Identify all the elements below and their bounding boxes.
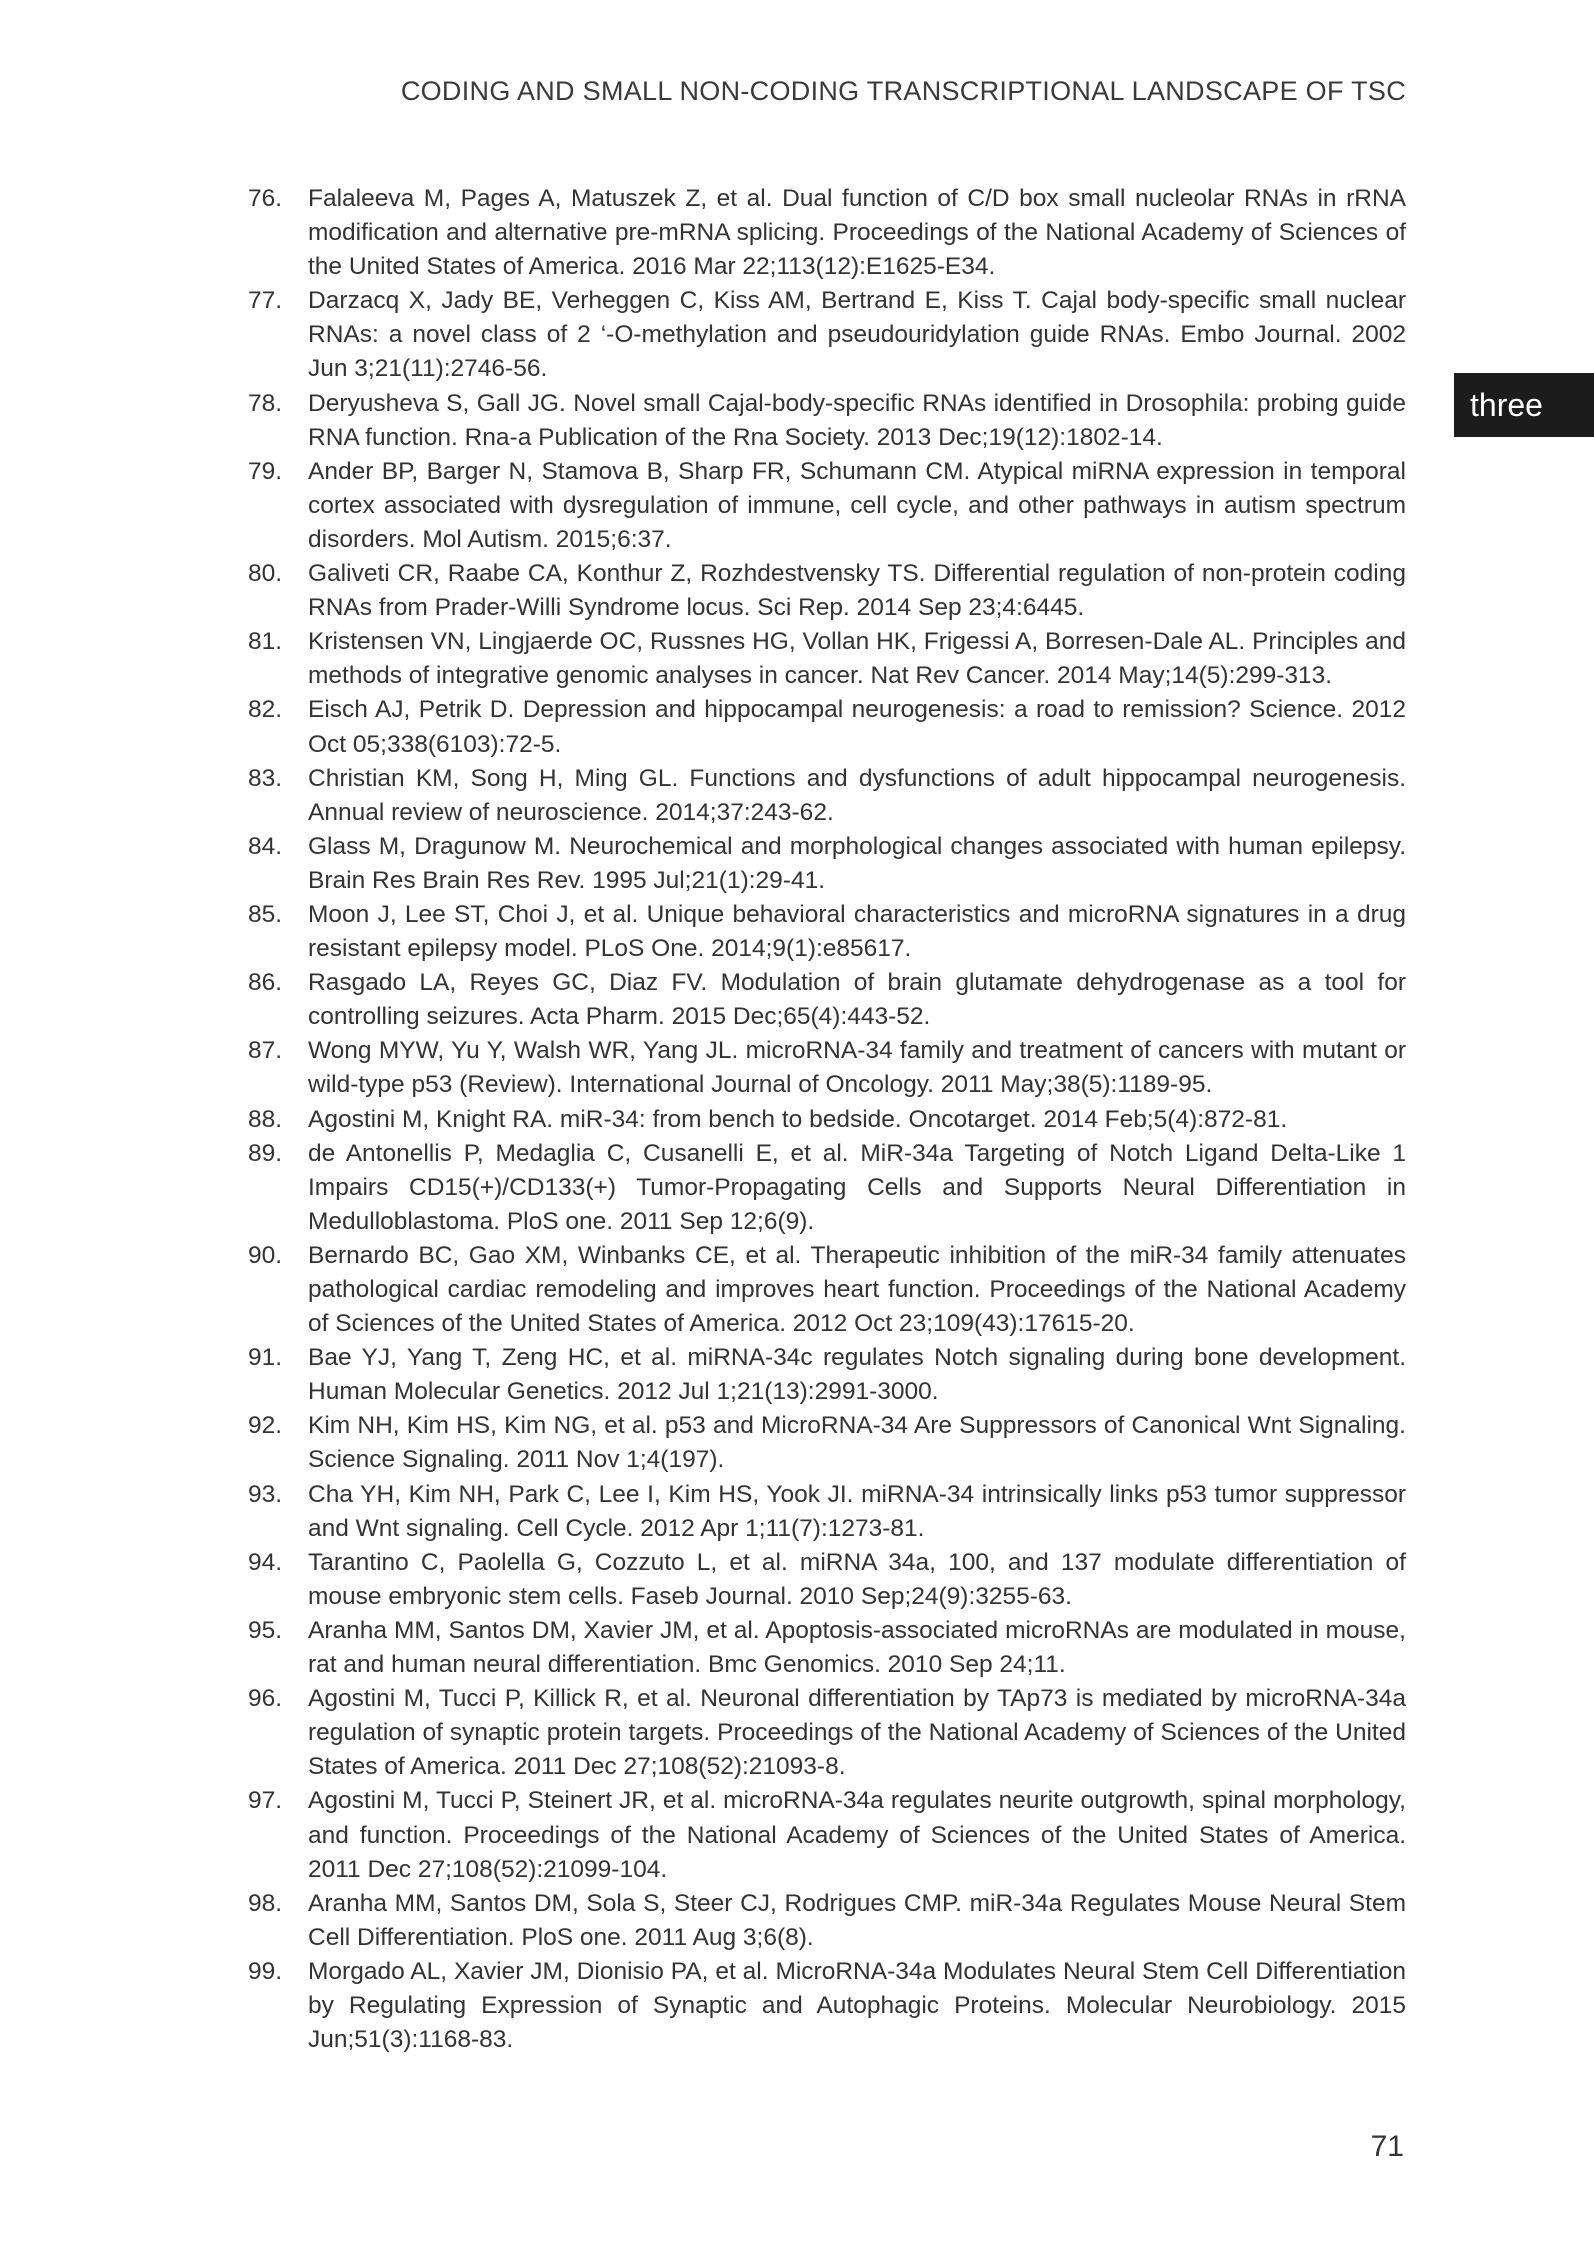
- reference-item: [248, 625, 1406, 693]
- reference-text: de Antonellis P, Medaglia C, Cusanelli E, et al. MiR-34a Targeting of Notch Ligand Delta-Like 1 Impairs CD15(+)/CD133(+) Tumor-Propagating Cells and Supports Neural Differentiation in Medulloblastoma. PloS one. 2011 Sep 12;6(9).: [308, 1139, 1406, 1235]
- reference-item: [248, 1784, 1406, 1886]
- page-number: 71: [1370, 2130, 1404, 2163]
- reference-text: Falaleeva M, Pages A, Matuszek Z, et al. Dual function of C/D box small nucleolar RNAs in rRNA modification and alternative pre-mRNA splicing. Proceedings of the National Academy of Sciences of the United States of America. 2016 Mar 22;113(12):E1625-E34.: [308, 185, 1406, 281]
- reference-item: [248, 1103, 1406, 1137]
- reference-number: 89.: [248, 1139, 283, 1167]
- reference-item: [248, 1137, 1406, 1239]
- reference-text: Wong MYW, Yu Y, Walsh WR, Yang JL. microRNA-34 family and treatment of cancers with mutant or wild-type p53 (Review). International Journal of Oncology. 2011 May;38(5):1189-95.: [308, 1037, 1406, 1099]
- reference-number: 90.: [248, 1241, 283, 1269]
- reference-item: [248, 1478, 1406, 1546]
- reference-number: 86.: [248, 969, 283, 997]
- reference-text: Aranha MM, Santos DM, Xavier JM, et al. Apoptosis-associated microRNAs are modulated in mouse, rat and human neural differentiation. Bmc Genomics. 2010 Sep 24;11.: [308, 1616, 1406, 1679]
- reference-number: 81.: [248, 628, 283, 656]
- reference-item: [248, 557, 1406, 625]
- reference-item: [248, 693, 1406, 761]
- reference-list: [248, 182, 1406, 2057]
- reference-number: 94.: [248, 1548, 283, 1576]
- reference-text: Cha YH, Kim NH, Park C, Lee I, Kim HS, Yook JI. miRNA-34 intrinsically links p53 tumor suppressor and Wnt signaling. Cell Cycle. 2012 Apr 1;11(7):1273-81.: [308, 1480, 1406, 1542]
- reference-number: 78.: [248, 389, 283, 417]
- reference-item: [248, 1546, 1406, 1614]
- reference-text: Bae YJ, Yang T, Zeng HC, et al. miRNA-34c regulates Notch signaling during bone development. Human Molecular Genetics. 2012 Jul 1;21(13):2991-3000.: [308, 1344, 1406, 1406]
- reference-number: 76.: [248, 185, 283, 212]
- reference-item: [248, 387, 1406, 455]
- reference-number: 84.: [248, 832, 283, 860]
- reference-number: 96.: [248, 1685, 283, 1713]
- reference-item: [248, 1614, 1406, 1682]
- reference-text: Christian KM, Song H, Ming GL. Functions and dysfunctions of adult hippocampal neurogenesis. Annual review of neuroscience. 2014;37:243-62.: [308, 764, 1406, 826]
- reference-item: [248, 455, 1406, 557]
- reference-number: 83.: [248, 764, 283, 792]
- reference-number: 97.: [248, 1787, 283, 1815]
- chapter-tab: three: [1454, 373, 1594, 437]
- reference-item: [248, 1239, 1406, 1341]
- reference-number: 82.: [248, 696, 283, 724]
- reference-text: Aranha MM, Santos DM, Sola S, Steer CJ, Rodrigues CMP. miR-34a Regulates Mouse Neural Stem Cell Differentiation. PloS one. 2011 Aug 3;6(8).: [308, 1889, 1406, 1951]
- reference-number: 87.: [248, 1037, 283, 1065]
- reference-number: 85.: [248, 900, 283, 928]
- reference-text: Galiveti CR, Raabe CA, Konthur Z, Rozhdestvensky TS. Differential regulation of non-protein coding RNAs from Prader-Willi Syndrome locus. Sci Rep. 2014 Sep 23;4:6445.: [308, 560, 1406, 622]
- reference-text: Rasgado LA, Reyes GC, Diaz FV. Modulation of brain glutamate dehydrogenase as a tool for controlling seizures. Acta Pharm. 2015 Dec;65(4):443-52.: [308, 969, 1406, 1031]
- reference-number: 80.: [248, 560, 283, 588]
- reference-number: 88.: [248, 1105, 283, 1133]
- running-header-title: CODING AND SMALL NON-CODING TRANSCRIPTIONAL LANDSCAPE OF TSC: [400, 76, 1406, 106]
- reference-item: [248, 898, 1406, 966]
- reference-item: [248, 284, 1406, 386]
- reference-text: Agostini M, Knight RA. miR-34: from bench to bedside. Oncotarget. 2014 Feb;5(4):872-81.: [308, 1105, 1288, 1133]
- reference-item: [248, 182, 1406, 284]
- reference-text: Glass M, Dragunow M. Neurochemical and morphological changes associated with human epilepsy. Brain Res Brain Res Rev. 1995 Jul;21(1):29-41.: [308, 832, 1406, 894]
- reference-text: Kim NH, Kim HS, Kim NG, et al. p53 and MicroRNA-34 Are Suppressors of Canonical Wnt Signaling. Science Signaling. 2011 Nov 1;4(197).: [308, 1412, 1406, 1474]
- reference-text: Agostini M, Tucci P, Killick R, et al. Neuronal differentiation by TAp73 is mediated by microRNA-34a regulation of synaptic protein targets. Proceedings of the National Academy of Sciences of the United States of America. 2011 Dec 27;108(52):21093-8.: [308, 1685, 1406, 1781]
- reference-item: [248, 762, 1406, 830]
- reference-number: 98.: [248, 1889, 283, 1917]
- reference-text: Morgado AL, Xavier JM, Dionisio PA, et al. MicroRNA-34a Modulates Neural Stem Cell Differentiation by Regulating Expression of Synaptic and Autophagic Proteins. Molecular Neurobiology. 2015 Jun;51(3):1168-83.: [308, 1957, 1406, 2054]
- reference-text: Eisch AJ, Petrik D. Depression and hippocampal neurogenesis: a road to remission? Science. 2012 Oct 05;338(6103):72-5.: [308, 696, 1406, 758]
- reference-number: 91.: [248, 1344, 283, 1372]
- reference-number: 95.: [248, 1616, 283, 1644]
- reference-text: Agostini M, Tucci P, Steinert JR, et al. microRNA-34a regulates neurite outgrowth, spinal morphology, and function. Proceedings of the National Academy of Sciences of the United States of America. 2011 Dec 27;108(52):21099-104.: [308, 1787, 1406, 1883]
- reference-text: Deryusheva S, Gall JG. Novel small Cajal-body-specific RNAs identified in Drosophila: probing guide RNA function. Rna-a Publication of the Rna Society. 2013 Dec;19(12):1802-14.: [308, 389, 1406, 451]
- reference-text: Tarantino C, Paolella G, Cozzuto L, et al. miRNA 34a, 100, and 137 modulate differentiation of mouse embryonic stem cells. Faseb Journal. 2010 Sep;24(9):3255-63.: [308, 1548, 1406, 1610]
- reference-item: [248, 1409, 1406, 1477]
- reference-number: 77.: [248, 287, 283, 315]
- reference-item: [248, 1341, 1406, 1409]
- reference-number: 79.: [248, 457, 283, 485]
- reference-item: [248, 1034, 1406, 1102]
- reference-text: Ander BP, Barger N, Stamova B, Sharp FR, Schumann CM. Atypical miRNA expression in temporal cortex associated with dysregulation of immune, cell cycle, and other pathways in autism spectrum disorders. Mol Autism. 2015;6:37.: [308, 457, 1406, 553]
- reference-item: [248, 1955, 1406, 2057]
- reference-text: Darzacq X, Jady BE, Verheggen C, Kiss AM, Bertrand E, Kiss T. Cajal body-specific small nuclear RNAs: a novel class of 2 ‘-O-methylation and pseudouridylation guide RNAs. Embo Journal. 2002 Jun 3;21(11):2746-56.: [308, 287, 1406, 383]
- reference-number: 99.: [248, 1957, 283, 1985]
- reference-item: [248, 1887, 1406, 1955]
- reference-text: Moon J, Lee ST, Choi J, et al. Unique behavioral characteristics and microRNA signatures in a drug resistant epilepsy model. PLoS One. 2014;9(1):e85617.: [308, 900, 1406, 963]
- reference-text: Kristensen VN, Lingjaerde OC, Russnes HG, Vollan HK, Frigessi A, Borresen-Dale AL. Principles and methods of integrative genomic analyses in cancer. Nat Rev Cancer. 2014 May;14(5):299-313.: [308, 628, 1406, 690]
- reference-item: [248, 830, 1406, 898]
- reference-number: 92.: [248, 1412, 283, 1440]
- reference-number: 93.: [248, 1480, 283, 1508]
- reference-text: Bernardo BC, Gao XM, Winbanks CE, et al. Therapeutic inhibition of the miR-34 family attenuates pathological cardiac remodeling and improves heart function. Proceedings of the National Academy of Sciences of the United States of America. 2012 Oct 23;109(43):17615-20.: [308, 1241, 1406, 1338]
- reference-item: [248, 1682, 1406, 1784]
- reference-item: [248, 966, 1406, 1034]
